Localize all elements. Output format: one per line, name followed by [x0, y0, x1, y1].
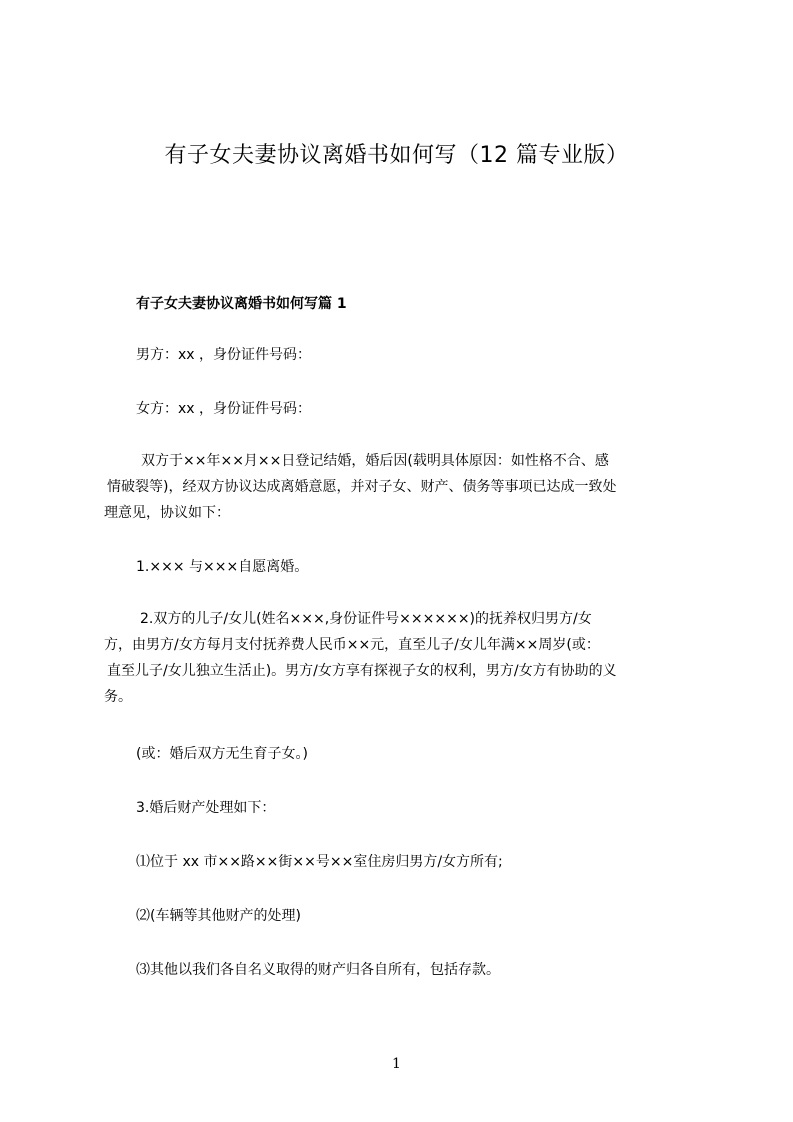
male-party-line: 男方：xx ，身份证件号码：: [136, 347, 312, 363]
property-item-1: ⑴位于 xx 市××路××街××号××室住房归男方/女方所有;: [136, 854, 503, 870]
item2-line: 2.双方的儿子/女儿(姓名×××,身份证件号××××××)的抚养权归男方/女: [140, 611, 592, 627]
document-title: 有子女夫妻协议离婚书如何写（12 篇专业版）: [164, 143, 629, 168]
agreement-item-2-alternative: (或：婚后双方无生育子女。): [136, 746, 308, 762]
item2-line: 直至儿子/女儿独立生活止)。男方/女方享有探视子女的权利，男方/女方有协助的义: [107, 663, 617, 679]
intro-line: 双方于××年××月××日登记结婚，婚后因(载明具体原因：如性格不合、感: [141, 453, 609, 469]
intro-paragraph: [104, 448, 704, 526]
female-party-line: 女方：xx ，身份证件号码：: [136, 401, 312, 417]
agreement-item-3: 3.婚后财产处理如下：: [136, 800, 276, 816]
page-number: 1: [392, 1056, 401, 1072]
intro-line: 情破裂等)，经双方协议达成离婚意愿，并对子女、财产、债务等事项已达成一致处: [107, 479, 617, 495]
property-item-3: ⑶其他以我们各自名义取得的财产归各自所有，包括存款。: [136, 962, 500, 978]
item2-line: 方，由男方/女方每月支付抚养费人民币××元，直至儿子/女儿年满××周岁(或：: [104, 637, 600, 653]
property-item-2: ⑵(车辆等其他财产的处理): [136, 908, 301, 924]
agreement-item-2: [104, 606, 704, 710]
agreement-item-1: 1.××× 与×××自愿离婚。: [136, 559, 309, 575]
intro-line: 理意见，协议如下：: [104, 505, 230, 521]
section-heading: 有子女夫妻协议离婚书如何写篇 1: [136, 296, 347, 312]
item2-line: 务。: [104, 689, 132, 705]
